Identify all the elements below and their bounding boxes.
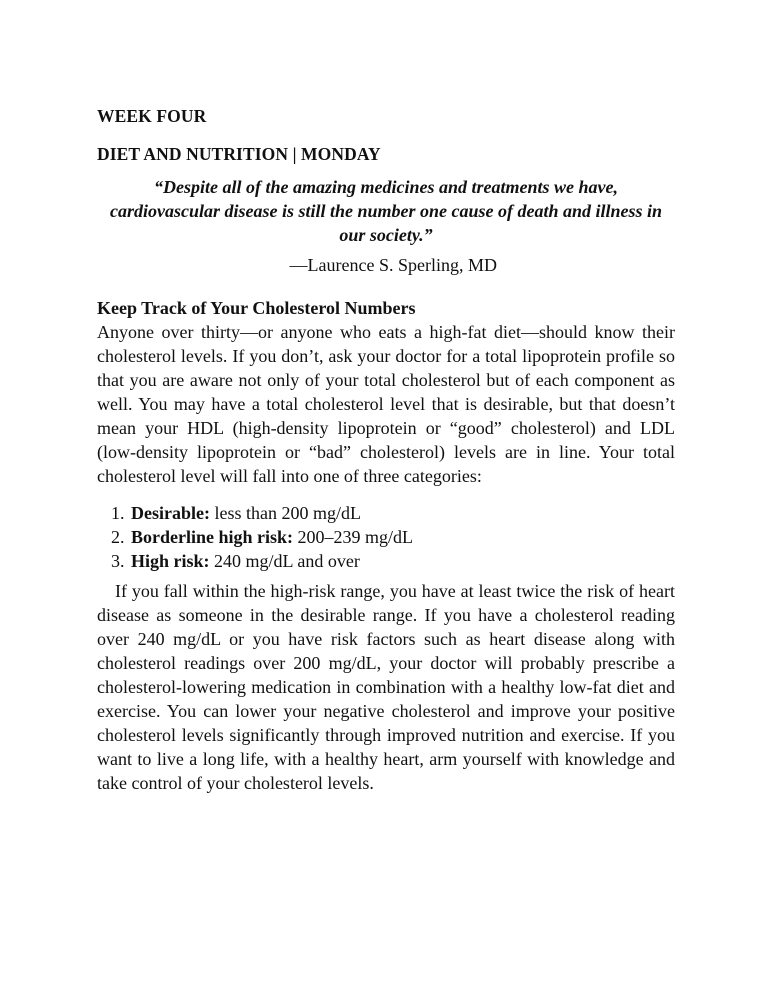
closing-paragraph: If you fall within the high-risk range, you have at least twice the risk of heart disease as someone in the desirable range. If you have a cholesterol reading over 240 mg/dL or you have risk factors such as heart disease along with cholesterol readings over 200 mg/dL, your doctor will probably prescribe a cholesterol-lowering medication in combination with a healthy low-fat diet and exercise. You can lower your negative cholesterol and improve your positive cholesterol levels significantly through improved nutrition and exercise. If you want to live a long life, with a healthy heart, arm yourself with knowledge and take control of your cholesterol levels. (97, 581, 675, 793)
list-item-number: 1. (111, 503, 125, 523)
list-item-description: 240 mg/dL and over (209, 551, 360, 571)
quote-attribution: —Laurence S. Sperling, MD (289, 255, 497, 275)
intro-paragraph: Anyone over thirty—or anyone who eats a high-fat diet—should know their cholesterol levels. If you don’t, ask your doctor for a total lipoprotein profile so that you are aware not only of your total cholesterol but of each component as well. You may have a total cholesterol level that is desirable, but that doesn’t mean your HDL (high-density lipoprotein or “good” cholesterol) and LDL (low-density lipoprotein or “bad” cholesterol) levels are in line. Your total cholesterol level will fall into one of three categories: (97, 322, 675, 486)
list-item-number: 2. (111, 527, 125, 547)
day-title: DIET AND NUTRITION | MONDAY (97, 144, 381, 164)
list-item-term: Desirable: (131, 503, 210, 523)
list-item-term: Borderline high risk: (131, 527, 294, 547)
week-label: WEEK FOUR (97, 106, 207, 126)
list-item (111, 549, 675, 573)
book-page (97, 104, 675, 795)
list-item (111, 501, 675, 525)
list-item-term: High risk: (131, 551, 210, 571)
list-item (111, 525, 675, 549)
list-item-description: less than 200 mg/dL (209, 503, 361, 523)
cholesterol-levels-list (111, 501, 675, 573)
list-item-description: 200–239 mg/dL (293, 527, 414, 547)
list-item-number: 3. (111, 551, 125, 571)
section-heading: Keep Track of Your Cholesterol Numbers (97, 298, 416, 318)
epigraph-quote: “Despite all of the amazing medicines and treatments we have, cardiovascular disease is still the number one cause of death and illness in our society.” (109, 177, 663, 245)
